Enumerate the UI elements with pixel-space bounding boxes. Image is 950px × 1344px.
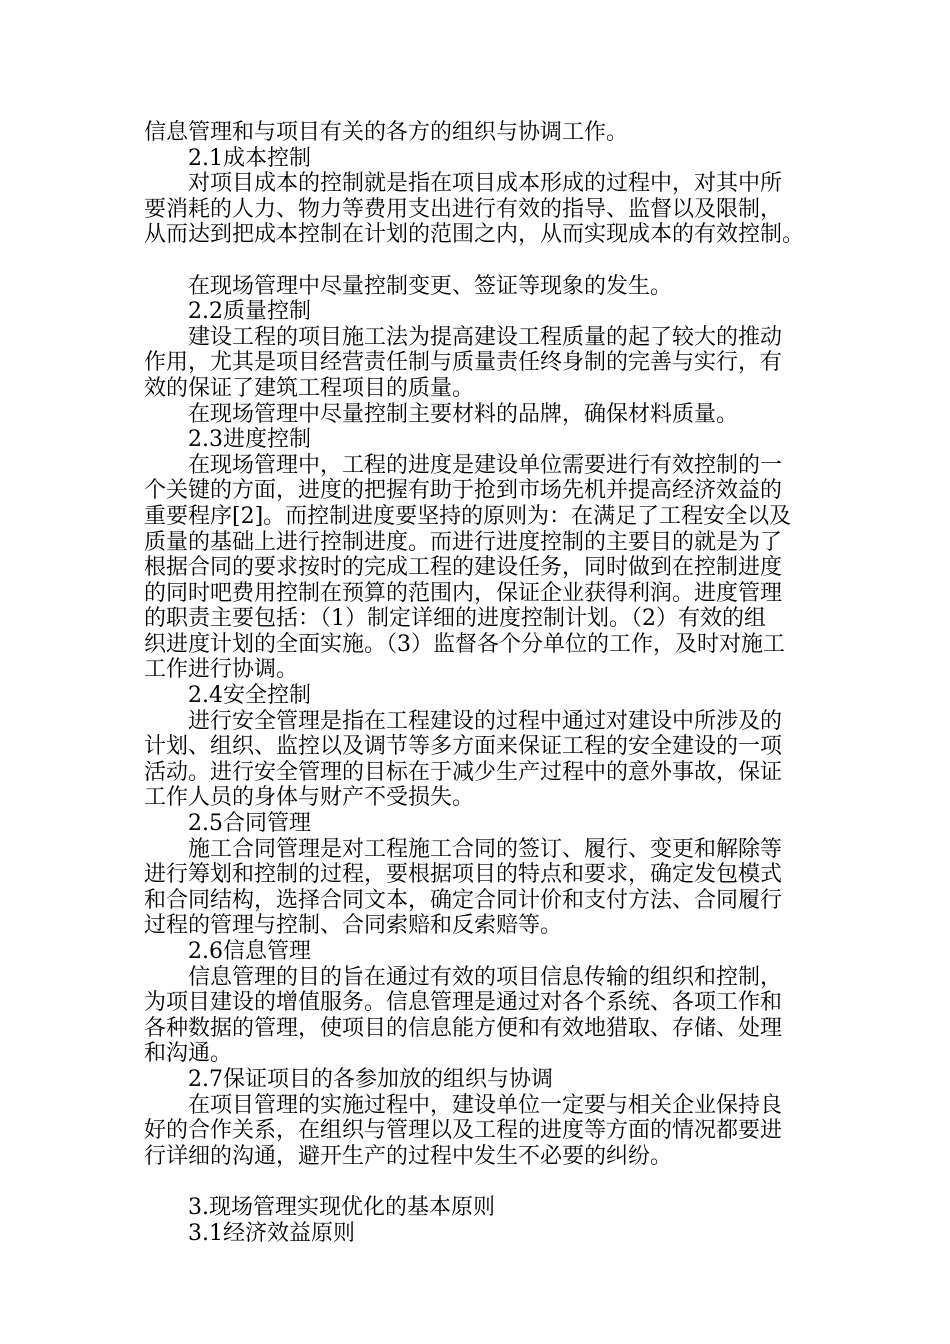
paragraph-line: 施工合同管理是对工程施工合同的签订、履行、变更和解除等: [188, 836, 783, 862]
paragraph-line: 在现场管理中，工程的进度是建设单位需要进行有效控制的一: [188, 452, 783, 478]
paragraph-line: 根据合同的要求按时的完成工程的建设任务，同时做到在控制进度: [144, 555, 783, 581]
paragraph-line: 的同时吧费用控制在预算的范围内，保证企业获得利润。进度管理: [144, 580, 783, 606]
section-heading-2-5: 2.5合同管理: [188, 811, 311, 837]
paragraph-line: 过程的管理与控制、合同索赔和反索赔等。: [144, 913, 563, 939]
paragraph-line: 对项目成本的控制就是指在项目成本形成的过程中，对其中所: [188, 171, 783, 197]
paragraph-line: 在现场管理中尽量控制主要材料的品牌，确保材料质量。: [188, 401, 739, 427]
paragraph-line: 要消耗的人力、物力等费用支出进行有效的指导、监督以及限制，: [144, 196, 783, 222]
paragraph-line: 好的合作关系，在组织与管理以及工程的进度等方面的情况都要进: [144, 1118, 783, 1144]
paragraph-line: 工作进行协调。: [144, 657, 299, 683]
paragraph-line: 的职责主要包括：（1）制定详细的进度控制计划。（2）有效的组: [144, 606, 766, 632]
paragraph-line: 行详细的沟通，避开生产的过程中发生不必要的纠纷。: [144, 1143, 673, 1169]
paragraph-line: 质量的基础上进行控制进度。而进行进度控制的主要目的就是为了: [144, 529, 783, 555]
document-body: [144, 120, 816, 1246]
section-heading-2-4: 2.4安全控制: [188, 683, 311, 709]
blank-line: [144, 1169, 816, 1195]
section-heading-2-3: 2.3进度控制: [188, 427, 311, 453]
paragraph-line: 活动。进行安全管理的目标在于减少生产过程中的意外事故，保证: [144, 759, 783, 785]
paragraph-line: 各种数据的管理，使项目的信息能方便和有效地猎取、存储、处理: [144, 1015, 783, 1041]
paragraph-line: 和合同结构，选择合同文本，确定合同计价和支付方法、合同履行: [144, 887, 783, 913]
paragraph-line: 重要程序[2]。而控制进度要坚持的原则为：在满足了工程安全以及: [144, 503, 792, 529]
paragraph-line: 在现场管理中尽量控制变更、签证等现象的发生。: [188, 273, 673, 299]
paragraph-line: 个关键的方面，进度的把握有助于抢到市场先机并提高经济效益的: [144, 478, 783, 504]
paragraph-line: 效的保证了建筑工程项目的质量。: [144, 375, 475, 401]
paragraph-line: 进行筹划和控制的过程，要根据项目的特点和要求，确定发包模式: [144, 862, 783, 888]
section-heading-2-7: 2.7保证项目的各参加放的组织与协调: [188, 1066, 553, 1092]
paragraph-line: 工作人员的身体与财产不受损失。: [144, 785, 475, 811]
section-heading-2-1: 2.1成本控制: [188, 145, 311, 171]
paragraph-line: 从而达到把成本控制在计划的范围之内，从而实现成本的有效控制。: [144, 222, 805, 248]
paragraph-line: 在项目管理的实施过程中，建设单位一定要与相关企业保持良: [188, 1092, 783, 1118]
paragraph-line: 为项目建设的增值服务。信息管理是通过对各个系统、各项工作和: [144, 990, 783, 1016]
section-heading-2-2: 2.2质量控制: [188, 299, 311, 325]
paragraph-line: 计划、组织、监控以及调节等多方面来保证工程的安全建设的一项: [144, 734, 783, 760]
text-line: 信息管理和与项目有关的各方的组织与协调工作。: [144, 120, 629, 145]
paragraph-line: 建设工程的项目施工法为提高建设工程质量的起了较大的推动: [188, 324, 783, 350]
paragraph-line: 进行安全管理是指在工程建设的过程中通过对建设中所涉及的: [188, 708, 783, 734]
blank-line: [144, 248, 816, 274]
section-heading-3: 3.现场管理实现优化的基本原则: [188, 1194, 495, 1220]
paragraph-line: 信息管理的目的旨在通过有效的项目信息传输的组织和控制，: [188, 964, 783, 990]
section-heading-3-1: 3.1经济效益原则: [188, 1220, 355, 1246]
paragraph-line: 和沟通。: [144, 1041, 233, 1067]
section-heading-2-6: 2.6信息管理: [188, 939, 311, 964]
paragraph-line: 作用，尤其是项目经营责任制与质量责任终身制的完善与实行，有: [144, 350, 783, 376]
paragraph-line: 织进度计划的全面实施。（3）监督各个分单位的工作，及时对施工: [144, 631, 785, 657]
